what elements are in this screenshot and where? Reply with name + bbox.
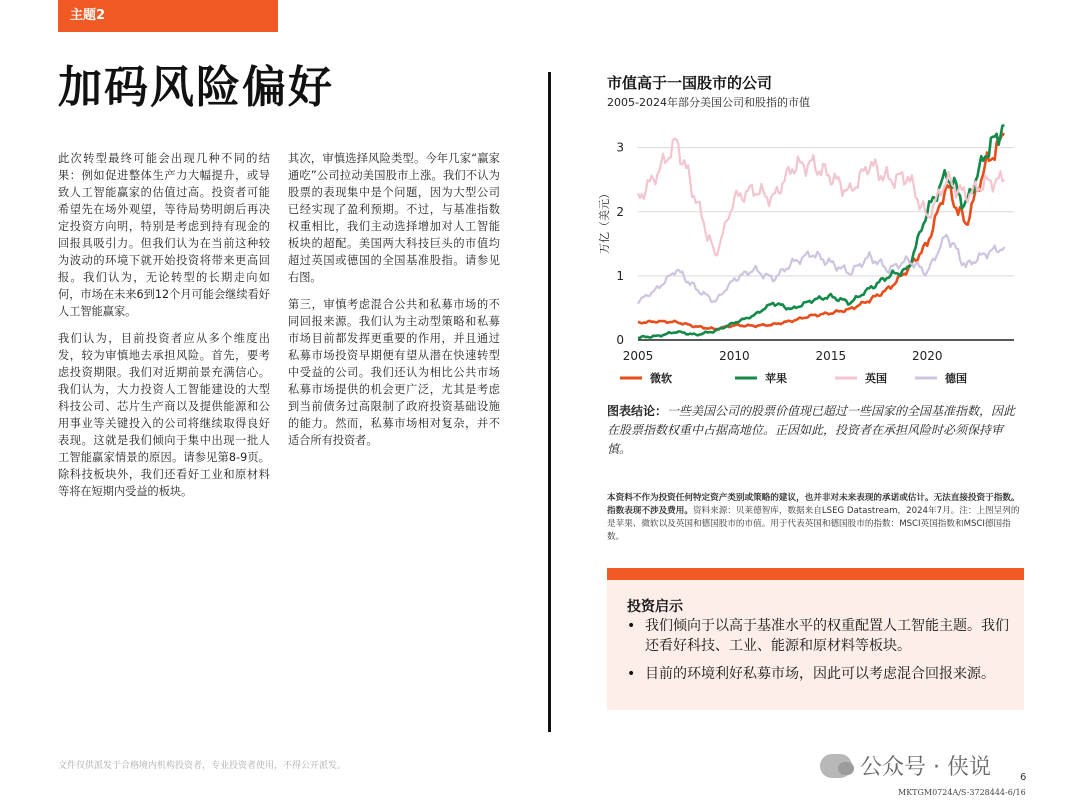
x-tick-label: 2010 (719, 349, 750, 363)
column-divider (548, 72, 551, 732)
legend-label: 德国 (945, 372, 967, 385)
implications-box (607, 580, 1024, 710)
disclaimer-text: 资料来源：贝莱德智库，数据来自LSEG Datastream，2024年7月。注：上图呈列的是苹果、微软以及英国和德国股市的市值。用于代表英国和德国股市的指数：MSCI英国指数和MSCI德国指数。 (607, 506, 1020, 542)
market-cap-chart (590, 112, 1030, 392)
y-tick-label: 2 (616, 204, 624, 219)
body-column-1 (58, 150, 270, 510)
y-tick-label: 1 (616, 268, 624, 283)
x-tick-label: 2005 (622, 349, 654, 363)
legend-label: 英国 (865, 372, 887, 385)
x-tick-label: 2020 (911, 349, 943, 363)
series-line-2 (638, 139, 1004, 256)
page-number: 6 (1020, 772, 1027, 783)
legend-label: 微软 (650, 372, 672, 385)
series-line-1 (638, 125, 1004, 338)
conclusion-label: 图表结论： (607, 404, 668, 418)
section-tag: 主题2 (58, 0, 278, 32)
chart-conclusion (607, 402, 1022, 459)
y-tick-label: 3 (616, 140, 624, 155)
legend-label: 苹果 (765, 372, 787, 385)
x-tick-label: 2015 (815, 349, 847, 363)
chart-title: 市值高于一国股市的公司 (607, 74, 773, 92)
disclaimer-bold: 本资料不作为投资任何特定资产类别或策略的建议，也并非对未来表现的承诺或估计。无法直接投资于指数。指数表现不涉及费用。 (607, 493, 1020, 516)
y-tick-label: 0 (616, 333, 624, 347)
implications-title: 投资启示 (627, 599, 683, 615)
watermark (820, 750, 991, 781)
y-axis-label: 万亿（美元） (598, 188, 611, 254)
disclaimer (607, 492, 1027, 544)
document-code: MKTGM0724A/S-3728444-6/16 (898, 788, 1026, 797)
body-column-2 (288, 150, 500, 459)
conclusion-text: 一些美国公司的股票价值现已超过一些国家的全国基准指数，因此在股票指数权重中占据高地位。正因如此，投资者在承担风险时必须保持审慎。 (607, 404, 1016, 456)
footer-note: 文件仅供派发于合格境内机构投资者，专业投资者使用，不得公开派发。 (58, 761, 347, 771)
implications-bar (607, 568, 1024, 580)
wechat-icon (820, 754, 852, 778)
chart-subtitle: 2005-2024年部分美国公司和股指的市值 (607, 96, 810, 109)
series-line-3 (638, 235, 1004, 304)
series-line-0 (638, 134, 1004, 330)
implication-item: • 目前的环境利好私募市场，因此可以考虑混合回报来源。 (627, 664, 1012, 684)
paragraph: 此次转型最终可能会出现几种不同的结果：例如促进整体生产力大幅提升，或导致人工智能赢家的估值过高。投资者可能希望先在场外观望，等待局势明朗后再决定投资方向明，特别是考虑到持有现金的回报具吸引力。但我们认为在当前这种较为波动的环境下就开始投资将带来更高回报。我们认为，无论转型的长期走向如何，市场在未来6到12个月可能会继续看好人工智能赢家。 (58, 152, 270, 318)
paragraph: 其次，审慎选择风险类型。今年几家“赢家通吃”公司拉动美国股市上涨。我们不认为股票的表现集中是个问题，因为大型公司已经实现了盈利预期。不过，与基准指数权重相比，我们主动选择增加对人工智能板块的超配。美国两大科技巨头的市值均超过英国或德国的全国基准股指。请参见右图。 (288, 152, 500, 284)
paragraph: 我们认为，目前投资者应从多个维度出发，较为审慎地去承担风险。首先，要考虑投资期限。我们对近期前景充满信心。我们认为，大力投资人工智能建设的大型科技公司、芯片生产商以及提供能源和公用事业等关键投入的公司将继续取得良好表现。这就是我们倾向于集中出现一批人工智能赢家情景的原因。请参见第8-9页。除科技板块外，我们还看好工业和原材料等将在短期内受益的板块。 (58, 332, 270, 498)
page-title: 加码风险偏好 (58, 62, 334, 113)
watermark-text: 公众号 · 侠说 (860, 755, 991, 780)
implications-list (627, 616, 1012, 692)
paragraph: 第三，审慎考虑混合公共和私募市场的不同回报来源。我们认为主动型策略和私募市场目前都发挥更重要的作用，并且通过私募市场投资早期便有望从潜在快速转型中受益的公司。我们还认为相比公共市场私募市场提供的机会更广泛，尤其是考虑到当前债务过高限制了政府投资基础设施的能力。然而，私募市场相对复杂，并不适合所有投资者。 (288, 298, 500, 447)
implication-item: • 我们倾向于以高于基准水平的权重配置人工智能主题。我们还看好科技、工业、能源和原材料等板块。 (627, 616, 1012, 656)
